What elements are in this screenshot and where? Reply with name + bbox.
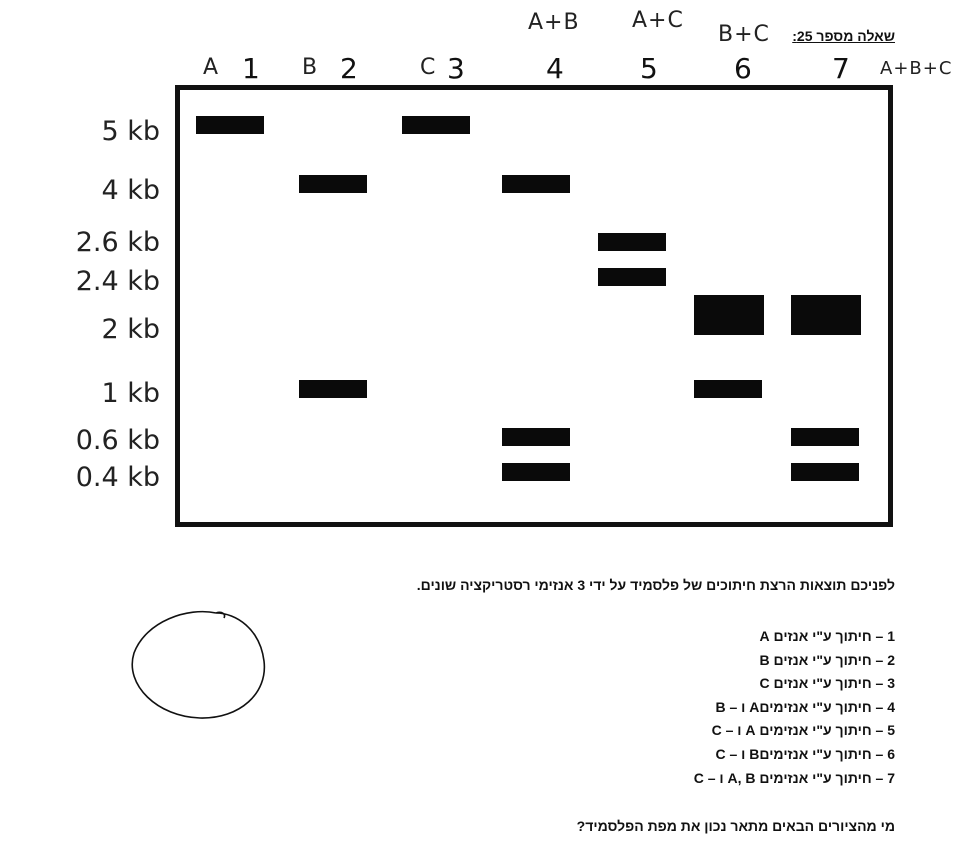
plasmid-circle-sketch bbox=[128, 607, 269, 721]
lane-description-list bbox=[495, 625, 895, 790]
gel-band-lane-4 bbox=[502, 463, 570, 481]
size-label-2kb: 2 kb bbox=[101, 314, 160, 345]
size-label-2-4kb: 2.4 kb bbox=[75, 266, 160, 297]
gel-band-lane-4 bbox=[502, 428, 570, 446]
lane-description: 1 – חיתוך ע"י אנזים A bbox=[759, 628, 895, 644]
gel-image bbox=[175, 85, 893, 527]
lane-number-6: 6 bbox=[734, 52, 752, 85]
size-label-0-6kb: 0.6 kb bbox=[75, 425, 160, 456]
lane-description: 4 – חיתוך ע"י אנזימיםA ו – B bbox=[715, 698, 895, 715]
lane-description: 2 – חיתוך ע"י אנזים B bbox=[759, 651, 895, 668]
gel-band-lane-7 bbox=[791, 463, 859, 481]
lane-5-note: A+C bbox=[632, 8, 684, 33]
lane-number-1: 1 bbox=[242, 52, 260, 85]
lane-description: 3 – חיתוך ע"י אנזים C bbox=[759, 675, 895, 692]
lane-number-4: 4 bbox=[546, 52, 564, 85]
lane-number-7: 7 bbox=[832, 52, 850, 85]
lane-description: 7 – חיתוך ע"י אנזימים A, B ו – C bbox=[693, 769, 895, 786]
gel-band-lane-5 bbox=[598, 233, 666, 251]
gel-band-lane-2 bbox=[299, 175, 367, 193]
gel-band-lane-5 bbox=[598, 268, 666, 286]
intro-text: לפניכם תוצאות הרצת חיתוכים של פלסמיד על ידי 3 אנזימי רסטריקציה שונים. bbox=[416, 577, 895, 593]
lane-description: 5 – חיתוך ע"י אנזימים A ו – C bbox=[711, 722, 895, 739]
size-label-4kb: 4 kb bbox=[101, 175, 160, 206]
gel-band-lane-2 bbox=[299, 380, 367, 398]
gel-band-lane-7 bbox=[791, 428, 859, 446]
gel-band-lane-7 bbox=[791, 295, 861, 335]
gel-band-lane-4 bbox=[502, 175, 570, 193]
size-label-2-6kb: 2.6 kb bbox=[75, 227, 160, 258]
gel-band-lane-1 bbox=[196, 116, 264, 134]
final-question: מי מהציורים הבאים מתאר נכון את מפת הפלסמיד? bbox=[576, 818, 895, 834]
lane-2-note: B bbox=[302, 55, 319, 80]
lane-4-note: A+B bbox=[528, 10, 580, 35]
gel-band-lane-6 bbox=[694, 380, 762, 398]
lane-6-note: B+C bbox=[718, 22, 770, 47]
lane-number-5: 5 bbox=[640, 52, 658, 85]
lane-7-note: A+B+C bbox=[880, 58, 953, 79]
size-label-0-4kb: 0.4 kb bbox=[75, 462, 160, 493]
question-title: שאלה מספר 25: bbox=[792, 28, 895, 44]
lane-number-2: 2 bbox=[340, 52, 358, 85]
lane-number-3: 3 bbox=[447, 52, 465, 85]
size-label-5kb: 5 kb bbox=[101, 116, 160, 147]
lane-1-note: A bbox=[203, 55, 220, 80]
gel-band-lane-3 bbox=[402, 116, 470, 134]
gel-band-lane-6 bbox=[694, 295, 764, 335]
size-label-1kb: 1 kb bbox=[101, 378, 160, 409]
lane-description: 6 – חיתוך ע"י אנזימיםB ו – C bbox=[715, 745, 895, 762]
lane-3-note: C bbox=[420, 55, 437, 80]
